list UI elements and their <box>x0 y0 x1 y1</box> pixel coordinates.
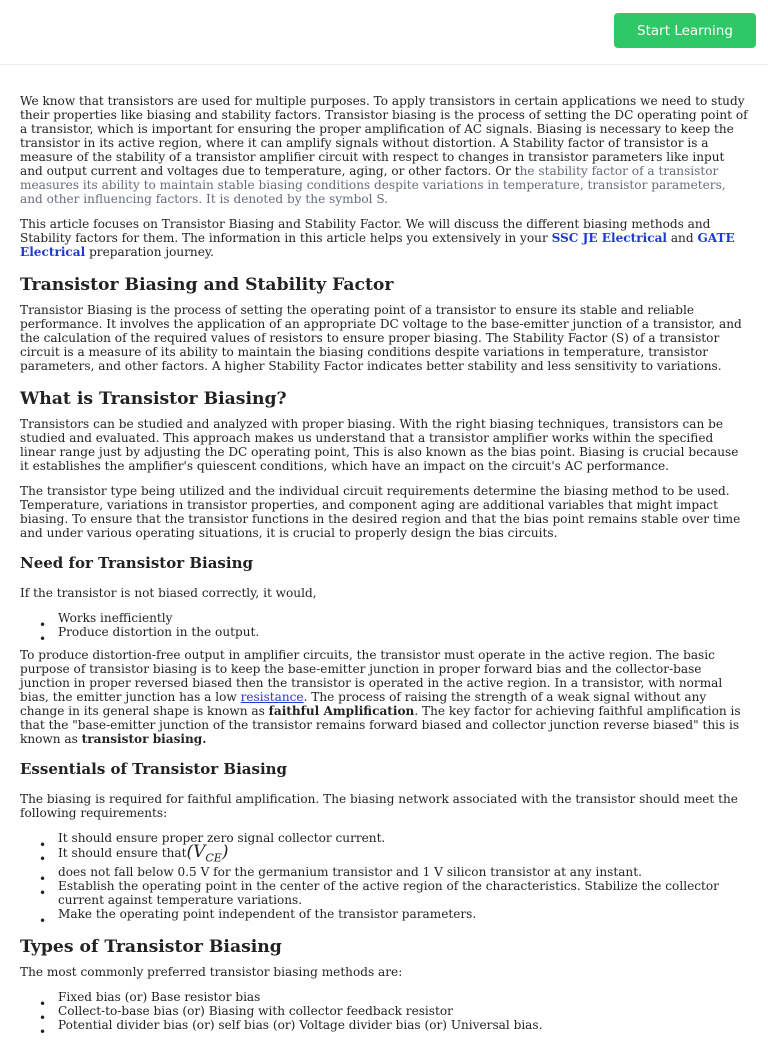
section-heading-types: Types of Transistor Biasing <box>20 937 282 958</box>
focus-text-b: and <box>667 231 698 245</box>
list-item: • Potential divider bias (or) self bias (or) Voltage divider bias (or) Universal bias. <box>58 1018 750 1032</box>
what-is-biasing-paragraph-1: Transistors can be studied and analyzed with proper biasing. With the right biasing techniques, transistors can be studied and evaluated. This approach makes us understand that a transistor amplifier works within the specified linear range just by adjusting the DC operating point, This is also known as the bias point. Biasing is crucial because it establishes the amplifier's quiescent conditions, which have an impact on the circuit's AC performance. <box>20 417 739 473</box>
article-focus-paragraph <box>20 217 750 259</box>
need-lead-text: If the transistor is not biased correctly, it would, <box>20 586 317 600</box>
resistance-link[interactable]: resistance <box>240 690 304 704</box>
vce-formula: $(V_{CE})$ <box>186 842 229 865</box>
essentials-list <box>20 831 750 921</box>
vce-subscript: CE <box>205 851 222 865</box>
need-text-a: To produce distortion-free output in amplifier circuits, the transistor must operate in the active region. The basic purpose of transistor biasing is to keep the base-emitter junction in proper forward bias and the collector-base junction in proper reversed biased then the transistor is operated in the active region. In a transistor, with normal bias, the emitter junction has a low <box>20 648 723 704</box>
list-item: • It should ensure proper zero signal collector current. <box>58 831 750 845</box>
list-item: • Produce distortion in the output. <box>58 625 750 639</box>
list-item: • Establish the operating point in the center of the active region of the characteristics. Stabilize the collector current against temperature variations. <box>58 879 750 907</box>
list-item-text: It should ensure that <box>58 846 187 860</box>
essentials-lead-text: The biasing is required for faithful amplification. The biasing network associated with the transistor should meet the following requirements: <box>20 792 738 820</box>
list-item: • Collect-to-base bias (or) Biasing with collector feedback resistor <box>58 1004 750 1018</box>
article-body <box>20 94 750 1041</box>
transistor-biasing-term: transistor biasing. <box>81 732 207 746</box>
need-paragraph <box>20 648 750 746</box>
section-heading-need-for-biasing: Need for Transistor Biasing <box>20 554 253 572</box>
biasing-stability-paragraph: Transistor Biasing is the process of setting the operating point of a transistor to ensure its stable and reliable performance. It involves the application of an appropriate DC voltage to the base-emitter junction of a transistor, and the calculation of the required values of resistors to ensure proper biasing. The Stability Factor (S) of a transistor circuit is a measure of its ability to maintain the biasing conditions despite variations in temperature, transistor parameters, and other factors. A higher Stability Factor indicates better stability and less sensitivity to variations. <box>20 303 742 373</box>
need-text-b: . The process of raising the strength of a weak signal without any change in its general shape is known as <box>20 690 707 718</box>
intro-text: We know that transistors are used for multiple purposes. To apply transistors in certain applications we need to study their properties like biasing and stability factors. Transistor biasing is the process of setting the DC operating point of a transistor, which is important for ensuring the proper amplification of AC signals. Biasing is necessary to keep the transistor in its active region, where it can amplify signals without distortion. A Stability factor of transistor is a measure of the stability of a transistor amplifier circuit with respect to changes in transistor parameters like input and output current and voltages due to temperature, aging, or other factors. Or t <box>20 94 748 178</box>
faithful-amplification-term: faithful Amplification <box>268 704 415 718</box>
ssc-je-electrical-link[interactable]: SSC JE Electrical <box>551 231 667 245</box>
types-list <box>20 990 750 1032</box>
list-item <box>58 842 750 865</box>
focus-text-c: preparation journey. <box>85 245 214 259</box>
intro-paragraph <box>20 94 750 206</box>
vce-symbol: V <box>193 842 206 862</box>
top-bar <box>0 0 768 65</box>
what-is-biasing-paragraph-2: The transistor type being utilized and the individual circuit requirements determine the biasing method to be used. Temperature, variations in transistor properties, and component aging are additional variables that might impact biasing. To ensure that the transistor functions in the desired region and that the bias point remains stable over time and under various operating situations, it is crucial to properly design the bias circuits. <box>20 484 741 540</box>
list-item: • does not fall below 0.5 V for the germanium transistor and 1 V silicon transistor at any instant. <box>58 865 750 879</box>
start-learning-button[interactable]: Start Learning <box>614 13 756 48</box>
list-item: • Works inefficiently <box>58 611 750 625</box>
section-heading-biasing-stability: Transistor Biasing and Stability Factor <box>20 275 394 295</box>
list-item: • Fixed bias (or) Base resistor bias <box>58 990 750 1004</box>
section-heading-what-is-biasing: What is Transistor Biasing? <box>20 389 287 409</box>
focus-text-a: This article focuses on Transistor Biasing and Stability Factor. We will discuss the different biasing methods and Stability factors for them. The information in this article helps you extensively in your <box>20 217 711 245</box>
types-lead-text: The most commonly preferred transistor biasing methods are: <box>20 965 403 980</box>
intro-highlight-text: he stability factor of a transistor measures its ability to maintain stable biasing conditions despite variations in temperature, transistor parameters, and other influencing factors. It is denoted by the symbol S. <box>20 164 726 206</box>
gate-electrical-link[interactable]: GATE Electrical <box>20 231 735 259</box>
section-heading-essentials: Essentials of Transistor Biasing <box>20 760 288 778</box>
need-text-c: . The key factor for achieving faithful amplification is that the "base-emitter junction of the transistor remains forward biased and collector junction reverse biased" this is known as <box>20 704 741 746</box>
list-item: • Make the operating point independent of the transistor parameters. <box>58 907 750 921</box>
need-list <box>20 611 750 639</box>
